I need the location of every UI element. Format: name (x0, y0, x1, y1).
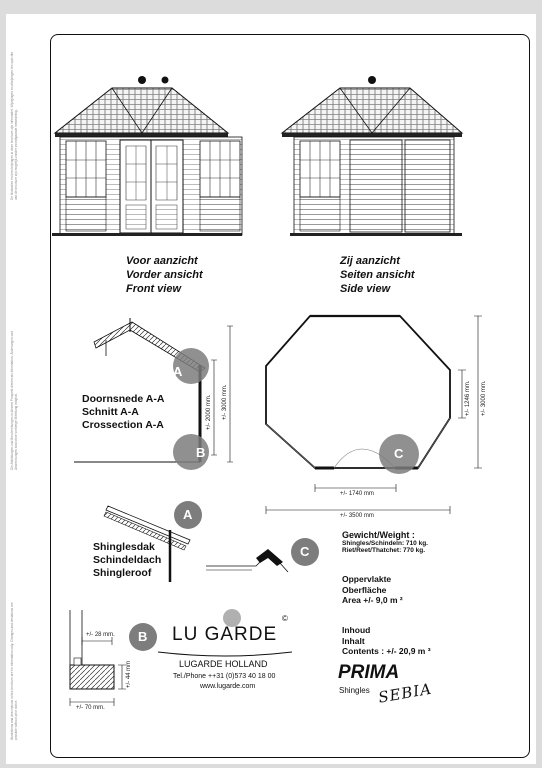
contents-block: Inhoud Inhalt Contents : +/- 20,9 m ³ (342, 625, 431, 656)
side-note-1: De illustraties en beschrijvingen in deze brochure zijn informatief. Wijzigingen en afwijkingen ten opzichte van de brochure zijn mogelijk zonder voorafgaande mededeling. (10, 51, 18, 200)
detail-dim-28: +/- 28 mm. (86, 632, 115, 638)
brand-phone: Tel./Phone ++31 (0)573 40 18 00 (173, 673, 276, 680)
side-note-2: Die Abbildungen und Beschreibungen in diesem Prospekt dienen als Information. Änderungen und Abweichungen sind ohne vorherige Mitteilung möglich. (10, 331, 18, 470)
product-name: PRIMA (338, 662, 400, 683)
product-model: SEBIA (377, 679, 434, 707)
detail-b-letter: B (138, 629, 148, 644)
front-view-label: Voor aanzicht Vorder ansicht Front view (126, 255, 203, 295)
plan-dim-1246: +/- 1246 mm. (465, 380, 471, 416)
plan-dim-3000: +/- 3000 mm. (481, 380, 487, 416)
profile-detail-b (70, 610, 126, 706)
weight-shingles: Shingles/Schindeln: 710 kg. (342, 540, 428, 547)
detail-a-letter: A (183, 507, 193, 522)
brand-company: LUGARDE HOLLAND (179, 659, 268, 669)
callout-c-letter: C (394, 446, 404, 461)
cross-section-label: Doornsnede A-A Schnitt A-A Crossection A-A (82, 393, 165, 431)
corner-detail-c (206, 549, 288, 572)
section-dim-2000: +/- 2000 mm. (206, 394, 212, 430)
floor-plan-drawing (266, 316, 482, 514)
brand-registered-mark: © (282, 614, 288, 623)
side-note-3: Illustrations and descriptions in this brochure are for information only. Changes and deviations are possible without prior notice. (10, 602, 18, 740)
cross-section-drawing (74, 318, 233, 462)
detail-c-letter: C (300, 544, 310, 559)
brand-website: www.lugarde.com (200, 683, 256, 690)
detail-dim-44: +/- 44 mm (126, 660, 132, 688)
plan-dim-1740: +/- 1740 mm (340, 491, 374, 497)
weight-block (342, 530, 428, 554)
weight-thatch: Riet/Reet/Thatchet: 770 kg. (342, 547, 426, 554)
callout-b-letter: B (196, 445, 206, 460)
section-dim-3000: +/- 3000 mm. (222, 384, 228, 420)
front-view-drawing (52, 76, 242, 236)
brand-swoosh (158, 652, 292, 656)
weight-title: Gewicht/Weight : (342, 530, 415, 540)
roof-type-label: Shinglesdak Schindeldach Shingleroof (93, 541, 162, 579)
plan-dim-3500: +/- 3500 mm (340, 513, 374, 519)
product-line: Shingles (339, 686, 370, 695)
brand-name: LU GARDE (172, 624, 278, 645)
detail-dim-70: +/- 70 mm. (76, 705, 105, 711)
side-view-drawing (282, 76, 462, 236)
area-block: Oppervlakte Oberfläche Area +/- 9,0 m ² (342, 574, 403, 605)
side-view-label: Zij aanzicht Seiten ansicht Side view (340, 255, 415, 295)
callout-a-letter: A (173, 364, 183, 379)
